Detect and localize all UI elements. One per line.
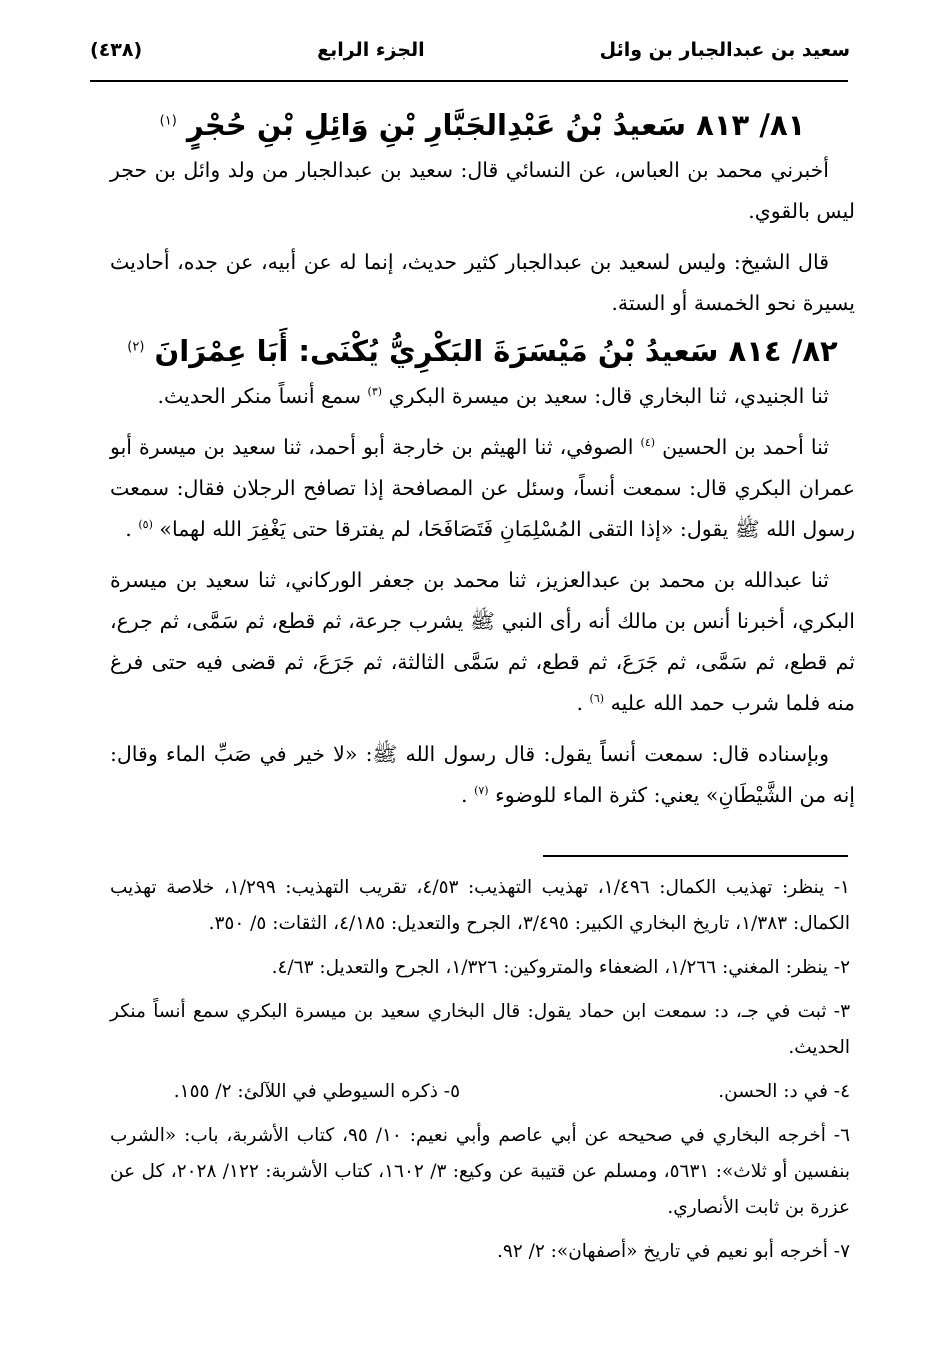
- footnote-ref: (٦): [589, 692, 605, 706]
- footnote-ref: (٣): [367, 385, 383, 399]
- paragraph-text: قال الشيخ: وليس لسعيد بن عبدالجبار كثير حديث، إنما له عن أبيه، عن جده، أحاديث يسيرة نحو الخمسة أو الستة.: [110, 250, 855, 315]
- main-text: [110, 98, 855, 826]
- entry-heading-814: [110, 334, 855, 368]
- paragraph: [110, 734, 855, 816]
- paragraph-text: .: [125, 517, 132, 541]
- footnote-ref: (٧): [474, 784, 489, 798]
- volume-label: الجزء الرابع: [317, 39, 425, 61]
- footnote-row: [110, 1074, 850, 1118]
- paragraph: [110, 560, 855, 724]
- paragraph: [110, 376, 855, 417]
- page-number: (٤٣٨): [90, 39, 143, 61]
- footnote-ref: (٥): [138, 518, 153, 532]
- footnote-divider: [543, 855, 848, 857]
- entry-heading-text: ٨١/ ٨١٣ سَعيدُ بْنُ عَبْدِالجَبَّارِ بْنِ وَائِلِ بْنِ حُجْرٍ: [186, 108, 806, 142]
- header-divider: [90, 80, 848, 82]
- paragraph: [110, 242, 855, 324]
- paragraph-text: ثنا عبدالله بن محمد بن عبدالعزيز، ثنا محمد بن جعفر الوركاني، ثنا سعيد بن ميسرة البكري، أخبرنا أنس بن مالك أنه رأى النبي ﷺ يشرب جرعة، ثم قطع، ثم سَمَّى، ثم جرع، ثم قطع، ثم سَمَّى، ثم جَرَعَ، ثم قطع، ثم سَمَّى الثالثة، ثم جَرَعَ، ثم قضى فيه حتى فرغ منه فلما شرب حمد الله عليه: [110, 568, 855, 715]
- footnote-7: ٧- أخرجه أبو نعيم في تاريخ «أصفهان»: ٢/ ٩٢.: [496, 1241, 850, 1262]
- entry-heading-813: [110, 108, 855, 142]
- paragraph-text: ثنا الجنيدي، ثنا البخاري قال: سعيد بن ميسرة البكري: [388, 384, 829, 408]
- paragraph-text: ثنا أحمد بن الحسين: [662, 435, 829, 459]
- footnote-6: ٦- أخرجه البخاري في صحيحه عن أبي عاصم وأبي نعيم: ١٠/ ٩٥، كتاب الأشربة، باب: «الشرب بنفسين أو ثلاث»: ٥٦٣١، ومسلم عن قتيبة عن وكيع: ٣/ ١٦٠٢، كتاب الأشربة: ١٢٢/ ٢٠٢٨، كل عن عزرة بن ثابت الأنصاري.: [110, 1125, 850, 1218]
- page-header: [90, 28, 850, 72]
- footnote-3: ٣- ثبت في جـ، د: سمعت ابن حماد يقول: قال البخاري سعيد بن ميسرة البكري سمع أنساً منكر الحديث.: [110, 1001, 850, 1058]
- footnote-ref: (٤): [640, 436, 656, 450]
- footnotes: [110, 870, 850, 1278]
- footnote-1: ١- ينظر: تهذيب الكمال: ١/٤٩٦، تهذيب التهذيب: ٤/٥٣، تقريب التهذيب: ١/٢٩٩، خلاصة تهذيب الكمال: ١/٣٨٣، تاريخ البخاري الكبير: ٣/٤٩٥، الجرح والتعديل: ٤/١٨٥، الثقات: ٥/ ٣٥٠.: [110, 877, 850, 934]
- footnote-ref: (٢): [127, 339, 145, 355]
- paragraph-text: .: [461, 783, 468, 807]
- footnote-ref: (١): [159, 113, 177, 129]
- paragraph: [110, 427, 855, 550]
- footnote-2: ٢- ينظر: المغني: ١/٢٦٦، الضعفاء والمتروكين: ١/٣٢٦، الجرح والتعديل: ٤/٦٣.: [271, 957, 850, 978]
- paragraph: [110, 150, 855, 232]
- paragraph-text: .: [576, 691, 583, 715]
- paragraph-text: أخبرني محمد بن العباس، عن النسائي قال: سعيد بن عبدالجبار من ولد وائل بن حجر ليس بالقوي.: [110, 158, 855, 223]
- paragraph-text: وبإسناده قال: سمعت أنساً يقول: قال رسول الله ﷺ: «لا خير في صَبِّ الماء وقال: إنه من الشَّيْطَانِ» يعني: كثرة الماء للوضوء: [110, 742, 855, 807]
- running-title: سعيد بن عبدالجبار بن وائل: [599, 39, 850, 61]
- entry-heading-text: ٨٢/ ٨١٤ سَعيدُ بْنُ مَيْسَرَةَ البَكْرِيُّ يُكْنَى: أَبَا عِمْرَانَ: [154, 334, 838, 368]
- paragraph-text: الصوفي، ثنا الهيثم بن خارجة أبو أحمد، ثنا سعيد بن ميسرة أبو عمران البكري قال: سمعت أنساً، وسئل عن المصافحة إذا تصافح الرجلان فقال: سمعت رسول الله ﷺ يقول: «إذا التقى المُسْلِمَانِ فَتَصَافَحَا، لم يفترقا حتى يَغْفِرَ الله لهما»: [110, 435, 855, 541]
- footnote-5: ٥- ذكره السيوطي في اللآلئ: ٢/ ١٥٥.: [173, 1081, 460, 1102]
- paragraph-text: سمع أنساً منكر الحديث.: [157, 384, 361, 408]
- footnote-4: ٤- في د: الحسن.: [718, 1081, 850, 1102]
